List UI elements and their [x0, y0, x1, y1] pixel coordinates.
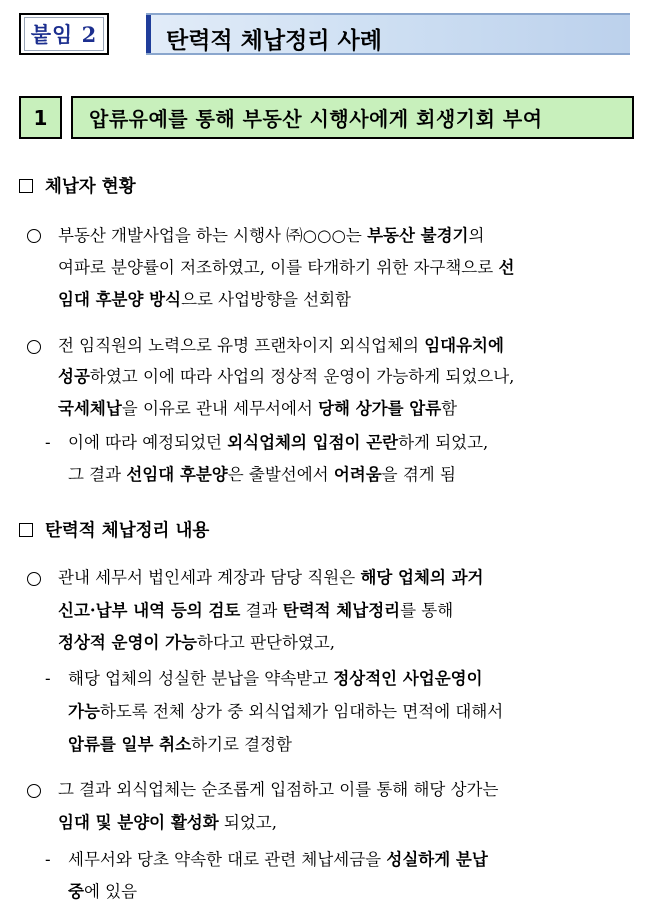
square-bullet-icon [19, 523, 33, 537]
para3-line2: 신고·납부 내역 등의 검토 결과 탄력적 체납정리를 통해 [58, 601, 454, 620]
circle-bullet-icon [27, 784, 41, 798]
circle-bullet-icon [27, 340, 41, 354]
attachment-tag [19, 13, 109, 55]
document-title: 탄력적 체납정리 사례 [166, 28, 382, 54]
para2-line1: 전 임직원의 노력으로 유명 프랜차이지 외식업체의 임대유치에 [58, 336, 504, 355]
para2-detail-line2: 그 결과 선임대 후분양은 출발선에서 어려움을 겪게 됨 [68, 465, 456, 484]
circle-bullet-icon [27, 229, 41, 243]
para4-detail-line1: 세무서와 당초 약속한 대로 관련 체납세금을 성실하게 분납 [68, 850, 488, 869]
para1-line3: 임대 후분양 방식으로 사업방향을 선회함 [58, 290, 351, 309]
para3-line1: 관내 세무서 법인세과 계장과 담당 직원은 해당 업체의 과거 [58, 568, 484, 587]
para2-line3: 국세체납을 이유로 관내 세무서에서 당해 상가를 압류함 [58, 399, 458, 418]
para3-detail-line1: 해당 업체의 성실한 분납을 약속받고 정상적인 사업운영이 [68, 669, 483, 688]
para4-line2: 임대 및 분양이 활성화 되었고, [58, 813, 277, 832]
square-bullet-icon [19, 179, 33, 193]
title-accent-bar [146, 15, 151, 53]
section-title: 압류유예를 통해 부동산 시행사에게 회생기회 부여 [71, 96, 634, 139]
document-title-bar [146, 13, 630, 55]
dash-marker: - [45, 669, 51, 688]
action-heading: 탄력적 체납정리 내용 [19, 520, 209, 542]
para3-line3: 정상적 운영이 가능하다고 판단하였고, [58, 633, 336, 652]
section-number: 1 [19, 96, 62, 139]
para1-line1: 부동산 개발사업을 하는 시행사 ㈜○○○는 부동산 불경기의 [58, 226, 485, 245]
para3-detail-line2: 가능하도록 전체 상가 중 외식업체가 임대하는 면적에 대해서 [68, 702, 504, 721]
circle-bullet-icon [27, 572, 41, 586]
para2-detail-line1: 이에 따라 예정되었던 외식업체의 입점이 곤란하게 되었고, [68, 433, 489, 452]
para4-detail-line2: 중에 있음 [68, 882, 138, 901]
dash-marker: - [45, 850, 51, 869]
para2-line2: 성공하였고 이에 따라 사업의 정상적 운영이 가능하게 되었으나, [58, 367, 515, 386]
para3-detail-line3: 압류를 일부 취소하기로 결정함 [68, 735, 292, 754]
attachment-tag-label: 붙임 2 [24, 17, 104, 51]
para1-line2: 여파로 분양률이 저조하였고, 이를 타개하기 위한 자구책으로 선 [58, 258, 515, 277]
para4-line1: 그 결과 외식업체는 순조롭게 입점하고 이를 통해 해당 상가는 [58, 780, 499, 799]
status-heading: 체납자 현황 [19, 176, 136, 198]
dash-marker: - [45, 433, 51, 452]
